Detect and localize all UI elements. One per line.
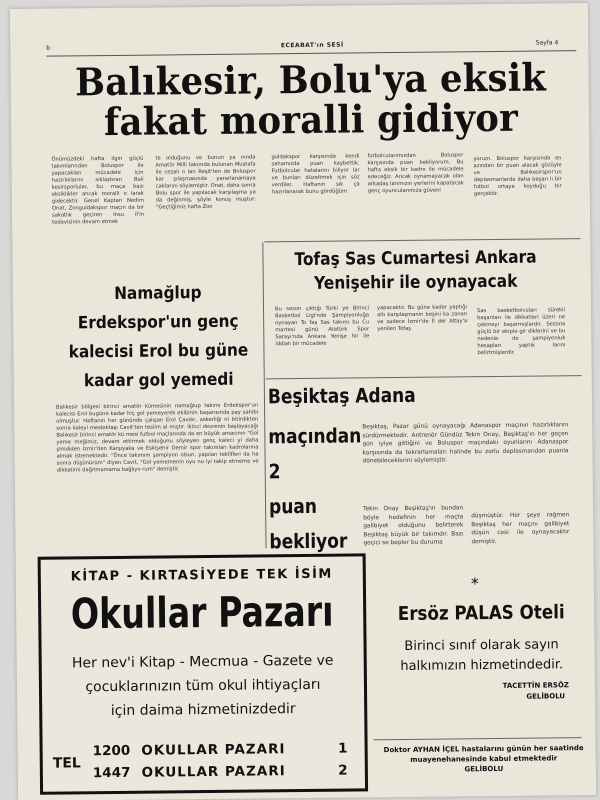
phone-store-name: OKULLAR PAZARI bbox=[141, 763, 286, 781]
erdek-headline-line1: Namağlup bbox=[114, 283, 202, 304]
besiktas-headline-line2: maçından bbox=[268, 423, 362, 449]
toflas-headline bbox=[288, 245, 544, 296]
divider-doktor bbox=[374, 737, 582, 740]
ad-okullar-desc-line1: Her nev'i Kitap - Mecmua - Gazete ve bbox=[71, 652, 334, 672]
toflas-article-col1: Bu sezon çıktığı Türki ye Birinci Basketbol Ligi'nde Şampiyonluğa oynayan To faş Sas takımı bu Cu martesi günü Atatürk Spor Sarayı'nda Ankara Yenişe hir ile iddialı bir mücadele bbox=[274, 305, 370, 348]
ad-okullar-phone-row bbox=[93, 740, 355, 759]
ad-okullar-description bbox=[52, 648, 355, 723]
erdek-headline bbox=[63, 279, 253, 397]
ad-ersoz-palas bbox=[374, 601, 589, 733]
main-article-col1: Önümüzdeki hafta ilgin güçlü takımlarından Boluspor ile yapacakları mücadele için hazırlıklarını sıklaştıran Bali kesirsporlular, bu maça bazı eksiklikler ancak moralli o larak gidecektir. Genel Kaptan Nedim Onat, Zonguldakspor maçın da bir sakatlık geçiren Insu il'in tedavisinin devam etmek bbox=[51, 155, 145, 226]
ad-okullar-tagline: KİTAP - KIRTASİYEDE TEK İSİM bbox=[70, 566, 333, 585]
separator-star: * bbox=[470, 574, 480, 594]
besiktas-headline-line5: bekliyor bbox=[269, 528, 348, 554]
ad-ersoz-line2: halkımızın hizmetindedir. bbox=[400, 657, 564, 674]
ad-okullar-tel-label: TEL bbox=[52, 755, 81, 772]
header-left-mark: b bbox=[46, 44, 51, 52]
main-article-col3: guldakspor karşısında kendi sahamızda puan kaybettik. Futbolcular hatalarını biliyor lar ve bunları düzeltmek için söz verdiler. Haftanın sık ça hazırlanarak bunu gördüğüm bbox=[271, 153, 360, 196]
main-article-col4: futbolcularımızdan Boluspor karşısında puan bekliyorum. Bu hafta eksik bir kadro ile mücadele edeceğiz. Ancak oynamayacak olan arkadaş larımızın yerlerini kapatacak genç oyuncularımıza güveni bbox=[367, 152, 464, 195]
divider-toflas bbox=[264, 238, 580, 242]
besiktas-article-body3: düşmüştür. Her şeye rağmen Beşiktaş her maçını galibiyet düşün cesi ile oynayacaktır demiştir. bbox=[471, 512, 570, 546]
ad-okullar-pazari bbox=[38, 553, 368, 794]
phone-number: 1200 bbox=[92, 742, 131, 760]
newspaper-page bbox=[10, 3, 596, 800]
erdek-headline-line3: kalecisi Erol bu güne bbox=[68, 340, 249, 363]
ad-doktor-line1: Doktor AYHAN İÇEL hastalarını günün her saatinde bbox=[383, 744, 584, 755]
ad-okullar-brand: Okullar Pazarı bbox=[70, 586, 334, 639]
toflas-article-col2: yapacaktır. Bu güne kadar yaptığı altı karşılaşmanın beşini ka zanan ve sadece İzmir'de İl der Altay'a yenilen Tofaş bbox=[376, 304, 468, 333]
divider-besiktas bbox=[266, 375, 582, 379]
main-article-col2: te olduğunu ve bunun ya nında Amatör Milli takımda bulunan Mustafa ile cezalı o lan Reşit'ten de Boluspor kar şılaşmasında yararlanamaya caklarını söylemiştir. Onat, daha sonra Bolu spor ile yapılacak karşılaşma ya da değinmiş, şöyle konuş muştur: "Geçtiğimiz hafta Zon bbox=[155, 154, 256, 211]
toflas-headline-line1: Tofaş Sas Cumartesi Ankara bbox=[294, 247, 537, 271]
phone-number: 1447 bbox=[92, 764, 131, 782]
main-headline-line2: fakat moralli gidiyor bbox=[103, 94, 519, 144]
ad-ersoz-owner: TACETTİN ERSÖZ bbox=[502, 681, 570, 690]
toflas-headline-line2: Yenişehir ile oynayacak bbox=[314, 271, 518, 294]
divider-vertical-mid bbox=[262, 242, 266, 548]
main-headline bbox=[69, 54, 553, 144]
phone-branch: 2 bbox=[338, 762, 348, 779]
besiktas-article-body1: Beşiktaş, Pazar günü oynayacağı Adanaspor maçının hazırlıklarını sürdürmektedir. Antrenör Gündüz Tekin Onay, Beşiktaş'ın her geçen gün iyiye gittiğini ve Boluspor maçındaki oyunlarını Adanaspor karşısında da tekrarlamaları halinde bu zorlu deplasmandan puanla dönebileceklerini söylemiştir. bbox=[362, 422, 569, 465]
ad-okullar-desc-line2: çocuklarınızın tüm okul ihtiyaçları bbox=[85, 676, 321, 696]
besiktas-headline-line3: 2 bbox=[268, 459, 281, 484]
erdek-headline-line2: Erdekspor'un genç bbox=[77, 311, 239, 334]
ad-doktor bbox=[378, 743, 590, 775]
page-number: Sayfa 4 bbox=[535, 39, 559, 47]
ad-ersoz-title: Ersöz PALAS Oteli bbox=[397, 601, 565, 626]
besiktas-headline bbox=[268, 419, 362, 560]
besiktas-headline-line1: Beşiktaş Adana bbox=[267, 382, 416, 409]
erdek-article-body: Balıkesir bölgesi birinci amatör kümesinin namağlup takımı Erdekspor'un kalecisi Erol bugüne kadar hiç gol yemeyerek ekibinin başarısında pay sahibi olmuştur. Haftanın her gününde çalışan Erol Çavdır, askerliği ni bitirdikten sonra kaleyi meslektaşı Cavit'ten teslim al mıştır. İkinci devrenin başlayacağı Balıkesir birinci amatör kü mesi futbol maçlarında da en büyük amacının "Gol yeme meğimiz, devam ettirmek olduğunu söyleyen genç kaleci yi daha şimdiden İzmir'den Karşıyaka ve Eskişehir Demir spor takımları kadrolarına almak istemektedir. "Önce takımım şampiyon olsun, yapılan teklifleri da ha sonra düşünürüm" diyen Cavit, "Gol yememenin oyu nu iyi takip etmeme ve dikkatimi dağıtmamama bağlıyo rum" demiştir. bbox=[56, 402, 259, 474]
ad-ersoz-town: GELİBOLU bbox=[526, 692, 566, 701]
besiktas-headline-line4: puan bbox=[268, 493, 318, 519]
phone-branch: 1 bbox=[337, 740, 348, 757]
phone-store-name: OKULLAR PAZARI bbox=[141, 741, 286, 759]
ad-ersoz-line1: Birinci sınıf olarak sayın bbox=[404, 637, 559, 654]
main-article-col5: yorum. Boluspor karşısında en azından bir puan alacak gözüyle ve Balıkesirspor'un deplasmanlarda daha başarı lı bir futbol ortaya koyduğu bir gerçektir. bbox=[473, 155, 562, 198]
main-headline-line1: Balıkesir, Bolu'ya eksik bbox=[74, 54, 547, 105]
erdek-headline-line4: kadar gol yemedi bbox=[83, 369, 234, 392]
ad-okullar-phone-row bbox=[93, 762, 355, 781]
toflas-article-col3: Sas basketbolcuları sürekli başarıları ile dikkatleri üzeri ne çekmeyi başarmışlardır. Sezona güçlü bir ekiple gir diklerini ve bu nedenle de şampiyonluk hesapları yaptık larını belirtmişlerdir. bbox=[477, 307, 566, 357]
newspaper-name: ECEABAT'ın SESİ bbox=[280, 41, 344, 50]
ad-doktor-line2: muayenehanesinde kabul etmektedir bbox=[410, 754, 558, 764]
ad-okullar-desc-line3: için daima hizmetinizdedir bbox=[110, 701, 296, 720]
ad-doktor-line3: GELİBOLU bbox=[464, 764, 504, 774]
besiktas-article-body2: Tekin Onay Beşiktaş'ın bundan böyle hedefinin her maçta galibiyet olduğunu belirterek Beşiktaş büyük bir takımdır. Bazı geçici se bepler bu duruma bbox=[363, 505, 464, 547]
